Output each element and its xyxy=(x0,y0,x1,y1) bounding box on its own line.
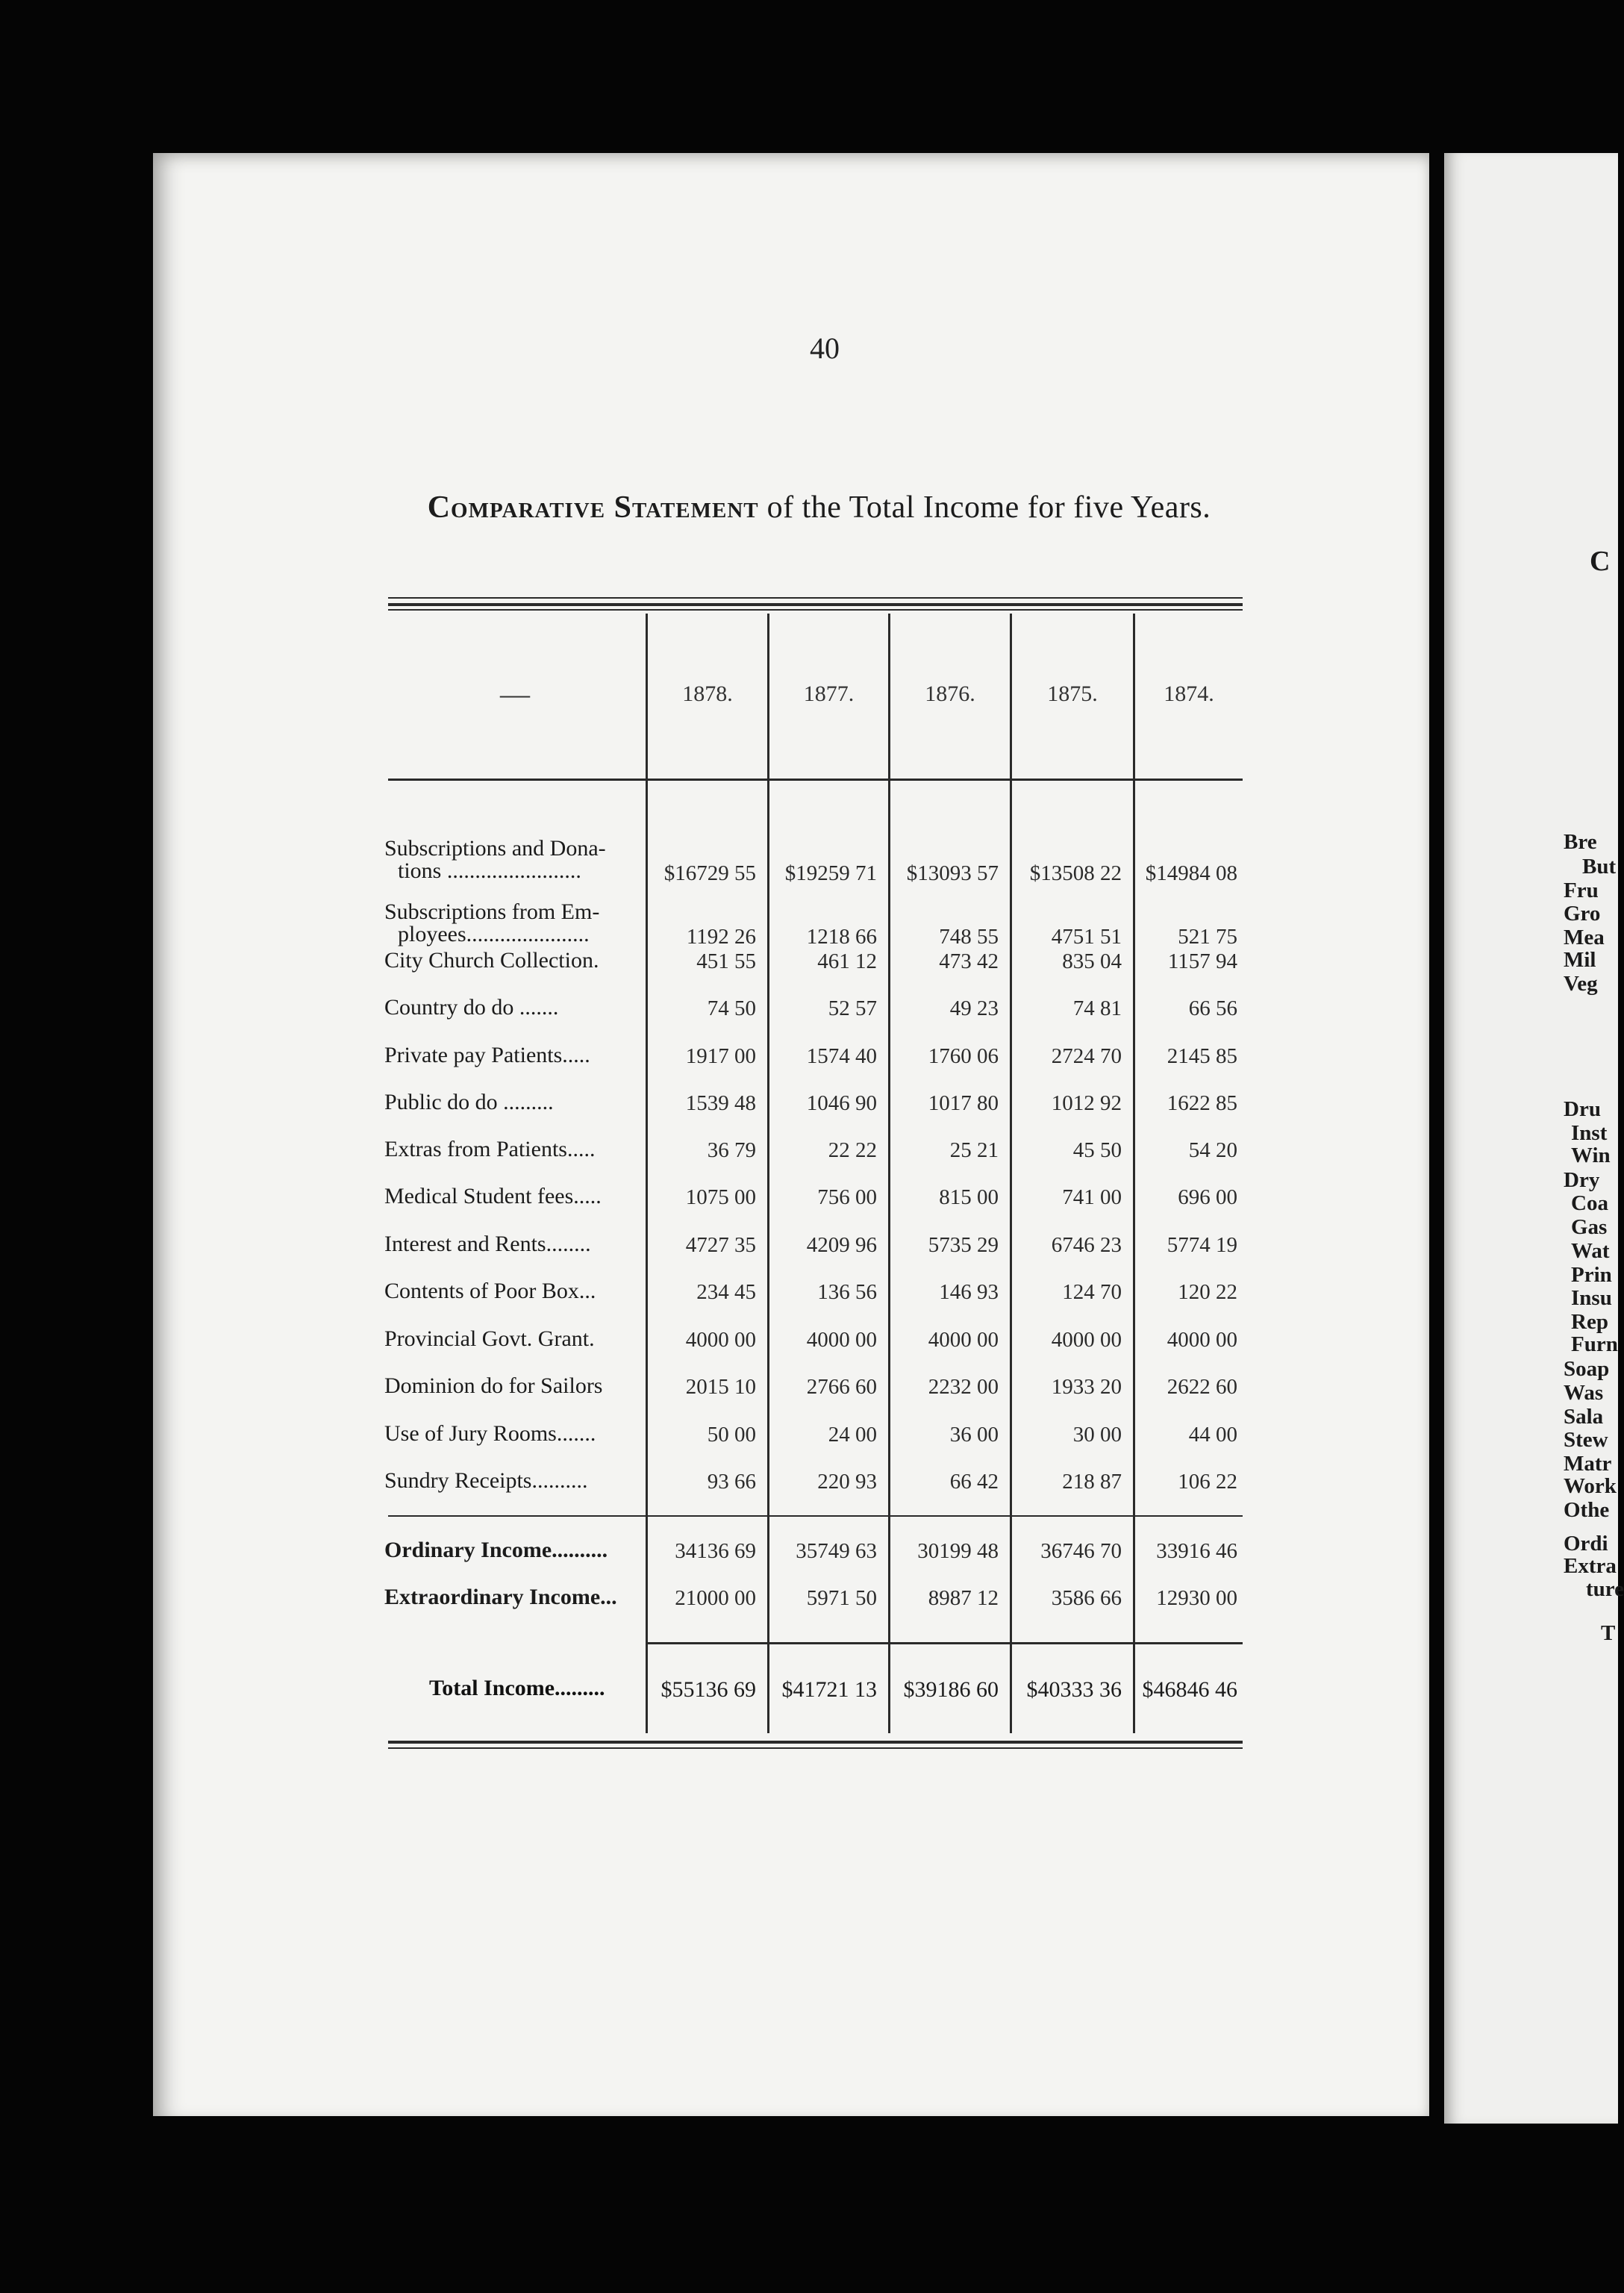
table-cell: 52 57 xyxy=(828,996,877,1020)
table-cell: 234 45 xyxy=(696,1280,756,1304)
table-cell: 756 00 xyxy=(817,1185,877,1209)
row-label: Contents of Poor Box... xyxy=(384,1279,596,1303)
facing-page-item: Soap xyxy=(1564,1357,1610,1381)
table-cell: 1192 26 xyxy=(686,925,756,949)
facing-page-item: Matr xyxy=(1564,1452,1612,1476)
table-cell: $41721 13 xyxy=(781,1677,877,1702)
title-caps: Comparative Statement xyxy=(427,490,759,525)
table-cell: 741 00 xyxy=(1062,1185,1122,1209)
table-cell: $46846 46 xyxy=(1142,1677,1237,1702)
table-cell: 66 56 xyxy=(1188,996,1237,1020)
facing-page-item: Work xyxy=(1564,1474,1617,1498)
column-divider xyxy=(1010,614,1012,1733)
facing-page-item: Sala xyxy=(1564,1405,1604,1429)
table-cell: 1012 92 xyxy=(1051,1091,1122,1115)
table-cell: 106 22 xyxy=(1178,1470,1237,1494)
table-cell: 4000 00 xyxy=(1051,1328,1122,1352)
row-label: Country do do ....... xyxy=(384,995,559,1020)
table-cell: 696 00 xyxy=(1178,1185,1237,1209)
facing-page-item: Wat xyxy=(1571,1239,1610,1263)
row-label: Use of Jury Rooms....... xyxy=(384,1421,596,1446)
income-table xyxy=(384,597,1243,1754)
table-cell: 74 50 xyxy=(707,996,756,1020)
facing-page-item: Was xyxy=(1564,1381,1604,1405)
table-cell: 49 23 xyxy=(949,996,999,1020)
row-label: Sundry Receipts.......... xyxy=(384,1468,588,1493)
table-cell: 45 50 xyxy=(1072,1138,1122,1162)
row-label: Subscriptions and Dona- xyxy=(384,836,606,861)
row-label: Interest and Rents........ xyxy=(384,1232,591,1256)
table-cell: 24 00 xyxy=(828,1423,877,1447)
table-cell: 1574 40 xyxy=(806,1044,877,1068)
table-top-rule-thin2 xyxy=(388,609,1243,611)
subtotal-rule xyxy=(388,1515,1243,1517)
table-cell: 2145 85 xyxy=(1167,1044,1237,1068)
header-year: 1876. xyxy=(925,681,975,706)
facing-page-item: Gro xyxy=(1564,902,1601,926)
facing-page-item: Othe xyxy=(1564,1498,1610,1522)
row-label: Extras from Patients..... xyxy=(384,1137,596,1161)
extraordinary-income-row-label: Extraordinary Income... xyxy=(384,1585,617,1609)
table-cell: 146 93 xyxy=(939,1280,999,1304)
table-cell: 1917 00 xyxy=(685,1044,756,1068)
facing-page-item: Ordi xyxy=(1564,1532,1608,1556)
table-cell: 5735 29 xyxy=(928,1233,999,1257)
facing-page-item: Mea xyxy=(1564,926,1605,949)
facing-page-item: But xyxy=(1582,855,1617,879)
facing-page-item: Dry xyxy=(1564,1168,1600,1192)
table-cell: 4000 00 xyxy=(928,1328,999,1352)
table-cell: $19259 71 xyxy=(784,861,877,885)
table-cell: 4209 96 xyxy=(806,1233,877,1257)
facing-page-item: Veg xyxy=(1564,972,1598,996)
table-cell: 25 21 xyxy=(949,1138,999,1162)
table-cell: 220 93 xyxy=(817,1470,877,1494)
table-cell: $55136 69 xyxy=(660,1677,756,1702)
header-rule xyxy=(388,779,1243,781)
page-number: 40 xyxy=(810,331,840,365)
table-cell: 2724 70 xyxy=(1051,1044,1122,1068)
table-cell: 815 00 xyxy=(939,1185,999,1209)
table-cell: 3586 66 xyxy=(1051,1586,1122,1610)
table-cell: 136 56 xyxy=(817,1280,877,1304)
row-label-cont: tions ........................ xyxy=(398,858,581,883)
table-cell: 12930 00 xyxy=(1156,1586,1237,1610)
facing-page-item: Furn xyxy=(1571,1332,1618,1356)
column-divider xyxy=(646,614,648,1733)
column-divider xyxy=(767,614,769,1733)
facing-page-item: Coa xyxy=(1571,1191,1608,1215)
row-label-cont: ployees...................... xyxy=(398,922,590,946)
row-label: Dominion do for Sailors xyxy=(384,1373,603,1398)
table-cell: 33916 46 xyxy=(1156,1539,1237,1563)
facing-page-item: Stew xyxy=(1564,1428,1608,1452)
table-cell: $40333 36 xyxy=(1026,1677,1122,1702)
table-cell: 124 70 xyxy=(1062,1280,1122,1304)
table-cell: $13508 22 xyxy=(1029,861,1122,885)
facing-page-item: Prin xyxy=(1571,1263,1612,1287)
row-label: City Church Collection. xyxy=(384,948,599,973)
table-cell: $16729 55 xyxy=(663,861,756,885)
facing-page-item: Dru xyxy=(1564,1097,1601,1121)
facing-page-item: T xyxy=(1601,1621,1616,1645)
table-cell: 4000 00 xyxy=(685,1328,756,1352)
table-cell: 1218 66 xyxy=(806,925,877,949)
facing-page-item: Insu xyxy=(1571,1286,1612,1310)
facing-page-item: Mil xyxy=(1564,948,1596,972)
table-cell: 461 12 xyxy=(817,949,877,973)
table-cell: 1157 94 xyxy=(1167,949,1237,973)
table-cell: 4751 51 xyxy=(1051,925,1122,949)
facing-page-item: Fru xyxy=(1564,879,1599,902)
table-cell: 54 20 xyxy=(1188,1138,1237,1162)
row-label: Medical Student fees..... xyxy=(384,1184,602,1208)
table-cell: 6746 23 xyxy=(1051,1233,1122,1257)
table-cell: 21000 00 xyxy=(675,1586,756,1610)
table-top-rule-thick xyxy=(388,603,1243,606)
table-cell: 30199 48 xyxy=(917,1539,999,1563)
table-cell: 93 66 xyxy=(707,1470,756,1494)
row-label: Subscriptions from Em- xyxy=(384,899,600,924)
row-label: Public do do ......... xyxy=(384,1090,554,1114)
table-cell: 835 04 xyxy=(1062,949,1122,973)
table-cell: 2622 60 xyxy=(1167,1375,1237,1399)
table-cell: $13093 57 xyxy=(906,861,999,885)
table-cell: 8987 12 xyxy=(928,1586,999,1610)
table-cell: 473 42 xyxy=(939,949,999,973)
table-cell: 1760 06 xyxy=(928,1044,999,1068)
header-year: 1874. xyxy=(1164,681,1214,706)
table-cell: 50 00 xyxy=(707,1423,756,1447)
table-cell: 1017 80 xyxy=(928,1091,999,1115)
header-corner: — xyxy=(500,677,530,711)
table-cell: 30 00 xyxy=(1072,1423,1122,1447)
row-label: Private pay Patients..... xyxy=(384,1043,590,1067)
table-cell: 5774 19 xyxy=(1167,1233,1237,1257)
column-divider xyxy=(888,614,890,1733)
total-row-label: Total Income......... xyxy=(429,1676,605,1700)
table-cell: 44 00 xyxy=(1188,1423,1237,1447)
table-cell: $14984 08 xyxy=(1145,861,1237,885)
table-bottom-rule-thin xyxy=(388,1747,1243,1749)
table-cell: 34136 69 xyxy=(675,1539,756,1563)
table-cell: 1539 48 xyxy=(685,1091,756,1115)
facing-page-item: ture xyxy=(1586,1577,1624,1601)
table-cell: 2766 60 xyxy=(806,1375,877,1399)
facing-page-item: Inst xyxy=(1571,1121,1608,1145)
table-cell: 4000 00 xyxy=(1167,1328,1237,1352)
table-cell: 1622 85 xyxy=(1167,1091,1237,1115)
facing-page-item: Gas xyxy=(1571,1215,1608,1239)
row-label: Provincial Govt. Grant. xyxy=(384,1326,595,1351)
table-cell: 218 87 xyxy=(1062,1470,1122,1494)
table-cell: 4727 35 xyxy=(685,1233,756,1257)
table-cell: 451 55 xyxy=(696,949,756,973)
title-rest: of the Total Income for five Years. xyxy=(766,490,1211,525)
header-year: 1875. xyxy=(1047,681,1098,706)
table-cell: 2015 10 xyxy=(685,1375,756,1399)
table-cell: 4000 00 xyxy=(806,1328,877,1352)
table-cell: $39186 60 xyxy=(903,1677,999,1702)
table-cell: 1075 00 xyxy=(685,1185,756,1209)
header-year: 1878. xyxy=(682,681,733,706)
page-title xyxy=(384,485,1254,530)
table-cell: 22 22 xyxy=(828,1138,877,1162)
total-rule xyxy=(646,1642,1243,1644)
table-cell: 748 55 xyxy=(939,925,999,949)
table-cell: 1046 90 xyxy=(806,1091,877,1115)
table-bottom-rule xyxy=(388,1741,1243,1744)
table-cell: 2232 00 xyxy=(928,1375,999,1399)
facing-page-item: Rep xyxy=(1571,1310,1608,1334)
table-cell: 521 75 xyxy=(1178,925,1237,949)
table-cell: 36 00 xyxy=(949,1423,999,1447)
table-cell: 66 42 xyxy=(949,1470,999,1494)
table-cell: 1933 20 xyxy=(1051,1375,1122,1399)
ordinary-income-row-label: Ordinary Income.......... xyxy=(384,1538,608,1562)
facing-page-item: Win xyxy=(1571,1144,1611,1167)
table-cell: 120 22 xyxy=(1178,1280,1237,1304)
table-cell: 36 79 xyxy=(707,1138,756,1162)
table-cell: 35749 63 xyxy=(796,1539,877,1563)
table-cell: 74 81 xyxy=(1072,996,1122,1020)
column-divider xyxy=(1133,614,1135,1733)
facing-page-item: Extra xyxy=(1564,1554,1617,1578)
facing-page-heading: C xyxy=(1590,546,1611,577)
table-top-rule-thin xyxy=(388,597,1243,599)
table-cell: 36746 70 xyxy=(1040,1539,1122,1563)
facing-page-item: Bre xyxy=(1564,830,1597,854)
header-year: 1877. xyxy=(803,681,855,706)
table-cell: 5971 50 xyxy=(806,1586,877,1610)
